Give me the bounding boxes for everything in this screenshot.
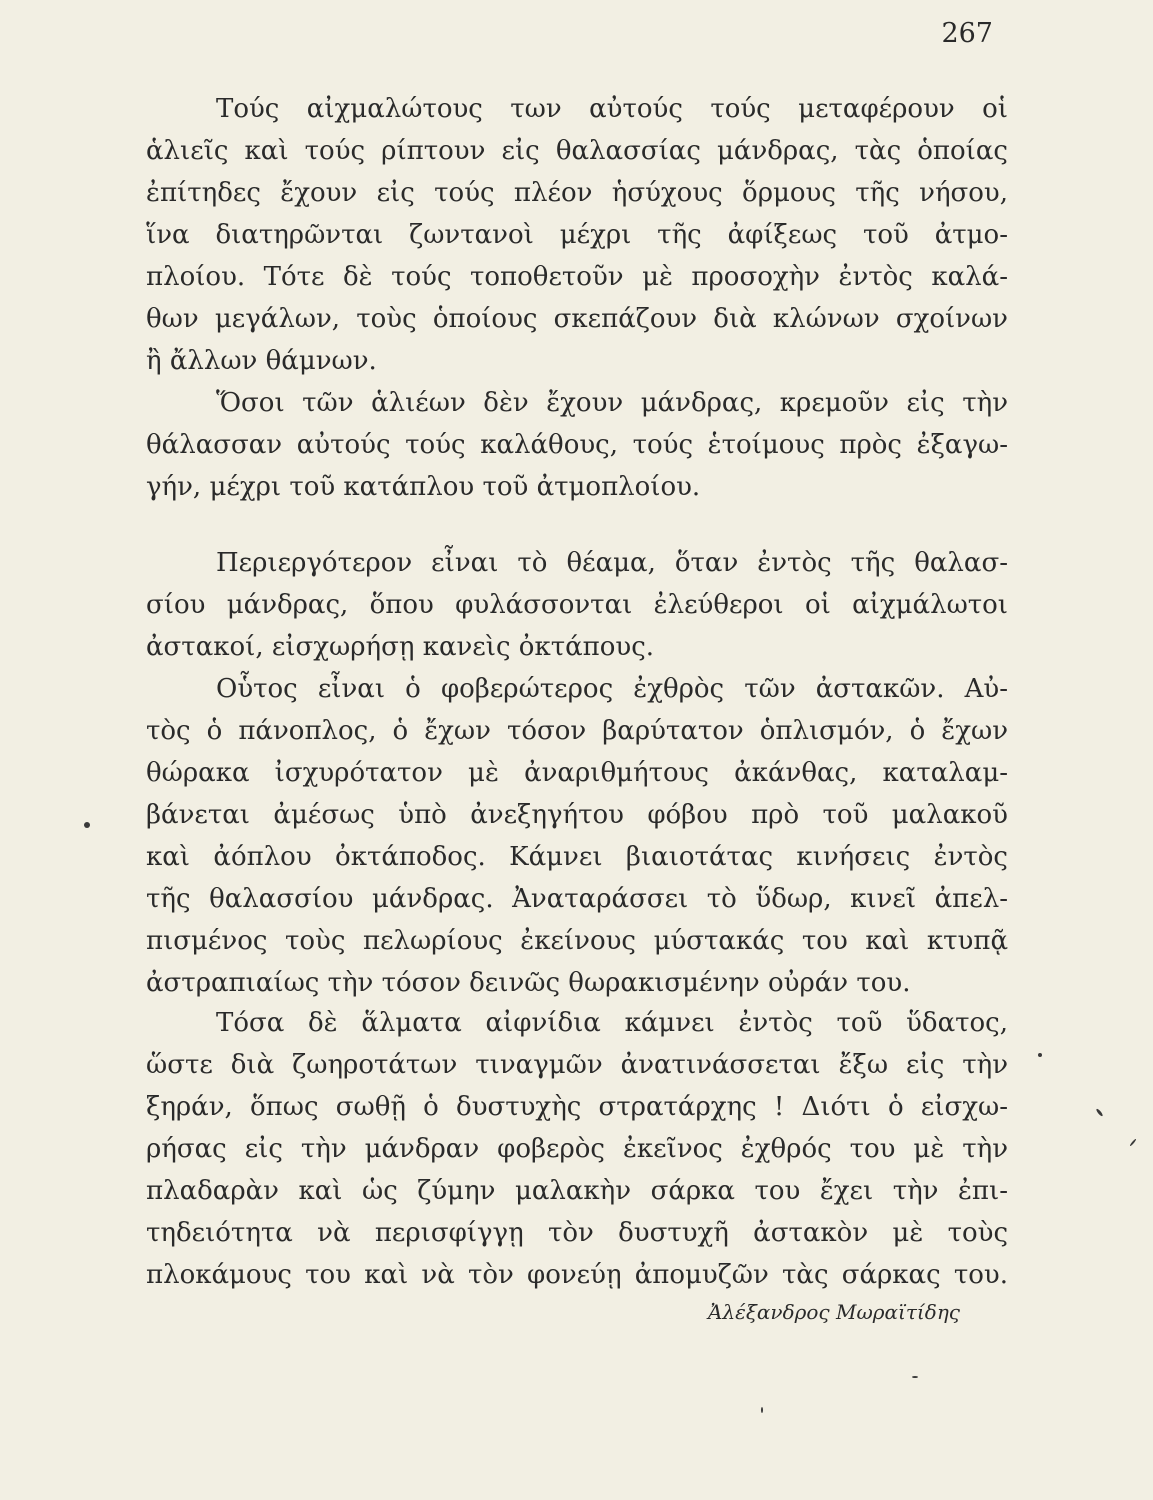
text-line: καὶ ἀόπλου ὀκτάποδος. Κάμνει βιαιοτάτας κινήσεις ἐντὸς <box>146 842 1008 872</box>
speck-mark <box>1095 1108 1103 1117</box>
text-line: Περιεργότερον εἶναι τὸ θέαμα, ὅταν ἐντὸς τῆς θαλασ- <box>216 548 1008 578</box>
text-line: τὸς ὁ πάνοπλος, ὁ ἔχων τόσον βαρύτατον ὁπλισμόν, ὁ ἔχων <box>146 716 1008 746</box>
text-line: τηδειότητα νὰ περισφίγγῃ τὸν δυστυχῆ ἀστακὸν μὲ τοὺς <box>146 1218 1008 1248</box>
speck-mark <box>1038 1053 1042 1057</box>
text-line: Τόσα δὲ ἅλματα αἰφνίδια κάμνει ἐντὸς τοῦ ὕδατος, <box>216 1008 1008 1038</box>
text-line: ἀστραπιαίως τὴν τόσον δεινῶς θωρακισμένην οὐράν του. <box>146 968 911 998</box>
text-line: τῆς θαλασσίου μάνδρας. Ἀναταράσσει τὸ ὕδωρ, κινεῖ ἀπελ- <box>146 884 1008 914</box>
author-signature: Ἀλέξανδρος Μωραϊτίδης <box>708 1300 960 1324</box>
text-line: Τούς αἰχμαλώτους των αὐτούς τούς μεταφέρουν οἱ <box>216 94 1008 124</box>
text-line: ξηράν, ὅπως σωθῇ ὁ δυστυχὴς στρατάρχης ! Διότι ὁ εἰσχω- <box>146 1092 1008 1122</box>
text-line: ἵνα διατηρῶνται ζωντανοὶ μέχρι τῆς ἀφίξεως τοῦ ἀτμο- <box>146 220 1008 250</box>
text-line: ἁλιεῖς καὶ τούς ρίπτουν εἰς θαλασσίας μάνδρας, τὰς ὁποίας <box>146 136 1008 166</box>
speck-mark <box>912 1376 918 1378</box>
text-line: θων μεγάλων, τοὺς ὁποίους σκεπάζουν διὰ κλώνων σχοίνων <box>146 304 1008 334</box>
text-line: θώρακα ἰσχυρότατον μὲ ἀναριθμήτους ἀκάνθας, καταλαμ- <box>146 758 1008 788</box>
speck-mark <box>84 822 90 828</box>
text-line: ἀστακοί, εἰσχωρήσῃ κανεὶς ὀκτάπους. <box>146 632 655 662</box>
text-line: Οὗτος εἶναι ὁ φοβερώτερος ἐχθρὸς τῶν ἀστακῶν. Αὐ- <box>216 674 1008 704</box>
text-line: πλαδαρὰν καὶ ὡς ζύμην μαλακὴν σάρκα του ἔχει τὴν ἐπι- <box>146 1176 1008 1206</box>
text-line: Ὅσοι τῶν ἁλιέων δὲν ἔχουν μάνδρας, κρεμοῦν εἰς τὴν <box>216 388 1008 418</box>
speck-mark <box>1129 1138 1136 1146</box>
text-line: σίου μάνδρας, ὅπου φυλάσσονται ἐλεύθεροι οἱ αἰχμάλωτοι <box>146 590 1008 620</box>
text-line: βάνεται ἀμέσως ὑπὸ ἀνεξηγήτου φόβου πρὸ τοῦ μαλακοῦ <box>146 800 1008 830</box>
text-line: πλοκάμους του καὶ νὰ τὸν φονεύῃ ἀπομυζῶν τὰς σάρκας του. <box>146 1260 1008 1290</box>
text-line: ἐπίτηδες ἔχουν εἰς τούς πλέον ἡσύχους ὅρμους τῆς νήσου, <box>146 178 1008 208</box>
speck-mark <box>761 1407 763 1413</box>
text-line: γήν, μέχρι τοῦ κατάπλου τοῦ ἀτμοπλοίου. <box>146 472 701 502</box>
page-number: 267 <box>941 18 993 49</box>
text-line: ἢ ἄλλων θάμνων. <box>146 346 377 376</box>
text-line: ὥστε διὰ ζωηροτάτων τιναγμῶν ἀνατινάσσεται ἔξω εἰς τὴν <box>146 1050 1008 1080</box>
text-line: ρήσας εἰς τὴν μάνδραν φοβερὸς ἐκεῖνος ἐχθρός του μὲ τὴν <box>146 1134 1008 1164</box>
text-line: θάλασσαν αὐτούς τούς καλάθους, τούς ἑτοίμους πρὸς ἐξαγω- <box>146 430 1008 460</box>
text-line: πλοίου. Τότε δὲ τούς τοποθετοῦν μὲ προσοχὴν ἐντὸς καλά- <box>146 262 1008 292</box>
text-line: πισμένος τοὺς πελωρίους ἐκείνους μύστακάς του καὶ κτυπᾷ <box>146 926 1008 956</box>
